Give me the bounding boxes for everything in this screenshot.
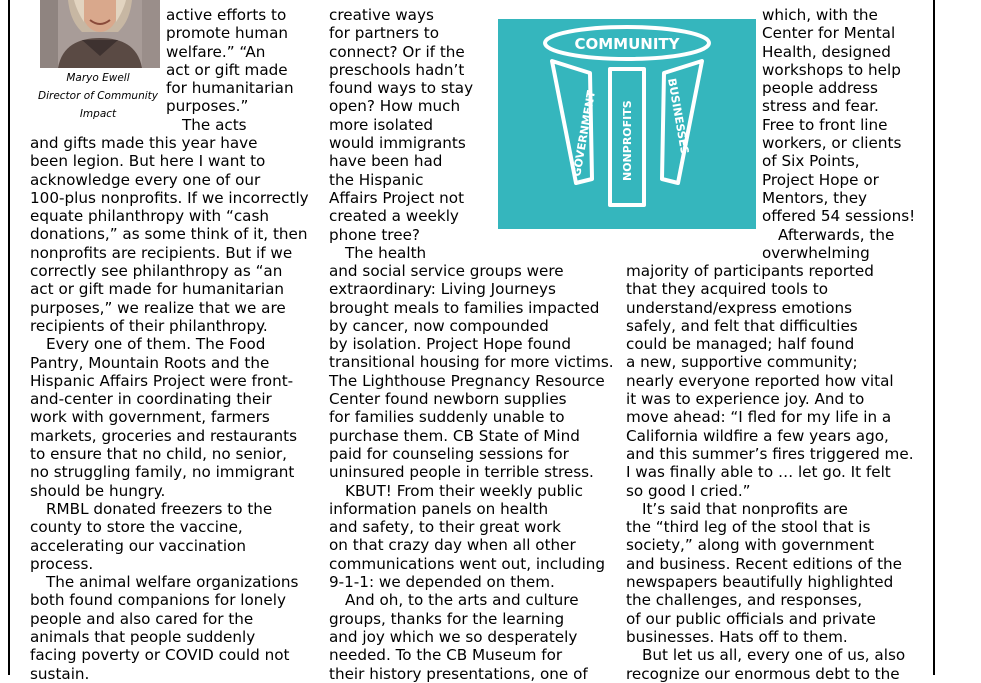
text-line: The acts (182, 115, 247, 134)
text-line: would immigrants (329, 134, 466, 153)
text-line: majority of participants reported (626, 262, 874, 280)
text-line: groups, thanks for the learning (329, 609, 565, 628)
text-line: animals that people suddenly (30, 628, 256, 647)
caption-title-2: Impact (79, 108, 117, 120)
text-line: stress and fear. (762, 97, 879, 116)
text-line: and joy which we so desperately (329, 627, 578, 646)
text-line: both found companions for lonely (30, 591, 286, 610)
text-line: Mentors, they (762, 188, 868, 207)
column-2 (329, 262, 614, 683)
text-line: information panels on health (329, 499, 549, 518)
text-line: understand/express emotions (626, 298, 853, 317)
column-1 (30, 134, 309, 683)
text-line: it was to experience joy. And to (626, 390, 865, 409)
text-line: by isolation. Project Hope found (329, 335, 571, 354)
text-line: created a weekly (329, 207, 459, 226)
text-line: so good I cried.” (626, 481, 751, 500)
text-line: and gifts made this year have (30, 134, 258, 152)
text-line: act or gift made (166, 60, 288, 79)
text-line: equate philanthropy with “cash (30, 207, 270, 226)
text-line: offered 54 sessions! (762, 207, 916, 226)
text-line: uninsured people in terrible stress. (329, 463, 594, 482)
page-right-rule (933, 0, 935, 675)
text-line: Hispanic Affairs Project were front- (30, 371, 294, 390)
text-line: should be hungry. (30, 481, 166, 500)
text-line: nonprofits are recipients. But if we (30, 243, 293, 262)
text-line: But let us all, every one of us, also (642, 646, 906, 665)
text-line: by cancer, now compounded (329, 316, 549, 335)
text-line: county to store the vaccine, (30, 518, 243, 537)
text-line: move ahead: “I fled for my life in a (626, 408, 892, 427)
text-line: needed. To the CB Museum for (329, 646, 563, 665)
text-line: 100-plus nonprofits. If we incorrectly (30, 188, 309, 207)
text-line: brought meals to families impacted (329, 298, 600, 317)
text-line: could be managed; half found (626, 335, 855, 354)
text-line: purchase them. CB State of Mind (329, 426, 580, 445)
text-line: donations,” as some think of it, then (30, 225, 308, 244)
text-line: no struggling family, no immigrant (30, 463, 295, 482)
text-line: purposes,” we realize that we are (30, 298, 286, 317)
text-line: The animal welfare organizations (46, 573, 299, 592)
text-line: preschools hadn’t (329, 60, 465, 79)
text-line: businesses. Hats off to them. (626, 627, 848, 646)
text-line: phone tree? (329, 225, 420, 244)
text-line: sustain. (30, 664, 90, 683)
text-line: recognize our enormous debt to the (626, 664, 900, 683)
text-line: Afterwards, the (778, 225, 895, 244)
text-line: workshops to help (762, 60, 901, 79)
text-line: people address (762, 79, 878, 98)
text-line: correctly see philanthropy as “an (30, 262, 283, 281)
text-line: society,” along with government (626, 536, 875, 555)
column-3-top (762, 6, 915, 262)
text-line: Center for Mental (762, 24, 896, 43)
community-stool-logo (498, 19, 756, 229)
text-line: Project Hope or (762, 170, 879, 189)
text-line: promote human (166, 24, 289, 43)
text-line: creative ways (329, 6, 434, 24)
text-line: nearly everyone reported how vital (626, 371, 894, 390)
column-3 (626, 262, 914, 683)
text-line: more isolated (329, 115, 434, 134)
text-line: And oh, to the arts and culture (345, 591, 579, 610)
text-line: Pantry, Mountain Roots and the (30, 353, 270, 372)
text-line: and business. Recent editions of the (626, 554, 902, 573)
text-line: recipients of their philanthropy. (30, 316, 268, 335)
text-line: active efforts to (166, 6, 287, 24)
text-line: connect? Or if the (329, 42, 465, 61)
text-line: and social service groups were (329, 262, 564, 280)
text-line: purposes.” (166, 97, 249, 116)
text-line: overwhelming (762, 243, 870, 262)
logo-label-businesses: BUSINESSES (665, 77, 692, 156)
text-line: for humanitarian (166, 79, 294, 98)
text-line: accelerating our vaccination (30, 536, 246, 555)
text-line: of Six Points, (762, 152, 860, 171)
text-line: markets, groceries and restaurants (30, 426, 298, 445)
text-line: welfare.” “An (166, 42, 266, 61)
text-line: the challenges, and responses, (626, 591, 863, 610)
text-line: that they acquired tools to (626, 280, 829, 299)
text-line: Free to front line (762, 115, 888, 134)
text-line: and safety, to their great work (329, 518, 561, 537)
text-line: It’s said that nonprofits are (642, 499, 848, 518)
text-line: 9-1-1: we depended on them. (329, 573, 555, 592)
text-line: which, with the (762, 6, 878, 24)
text-line: The Lighthouse Pregnancy Resource (329, 371, 605, 390)
caption-title-1: Director of Community (38, 90, 158, 102)
logo-label-nonprofits: NONPROFITS (621, 100, 634, 181)
text-line: of our public officials and private (626, 609, 876, 628)
text-line: work with government, farmers (30, 408, 270, 427)
text-line: facing poverty or COVID could not (30, 646, 290, 665)
logo-label-community: COMMUNITY (574, 35, 680, 53)
column-1-top (166, 6, 294, 134)
logo-label-government: GOVERNMENT (570, 89, 599, 178)
text-line: to ensure that no child, no senior, (30, 445, 288, 464)
text-line: transitional housing for more victims. (329, 353, 614, 372)
text-line: extraordinary: Living Journeys (329, 280, 556, 299)
text-line: newspapers beautifully highlighted (626, 573, 894, 592)
author-photo (40, 0, 160, 68)
text-line: their history presentations, one of (329, 664, 588, 683)
text-line: communications went out, including (329, 554, 606, 573)
column-2-top (329, 6, 473, 262)
text-line: acknowledge every one of our (30, 170, 261, 189)
text-line: process. (30, 554, 94, 573)
text-line: found ways to stay (329, 79, 474, 98)
text-line: act or gift made for humanitarian (30, 280, 285, 299)
text-line: California wildfire a few years ago, (626, 426, 889, 445)
text-line: and-center in coordinating their (30, 390, 272, 409)
text-line: RMBL donated freezers to the (46, 499, 273, 518)
photo-caption (28, 69, 168, 123)
text-line: the “third leg of the stool that is (626, 518, 871, 537)
text-line: KBUT! From their weekly public (345, 481, 583, 500)
text-line: the Hispanic (329, 170, 424, 189)
text-line: on that crazy day when all other (329, 536, 576, 555)
text-line: I was finally able to … let go. It felt (626, 463, 891, 482)
text-line: and this summer’s fires triggered me. (626, 444, 914, 463)
text-line: Health, designed (762, 42, 891, 61)
text-line: open? How much (329, 97, 461, 116)
caption-name: Maryo Ewell (66, 72, 130, 84)
text-line: Affairs Project not (329, 188, 465, 207)
text-line: a new, supportive community; (626, 353, 858, 372)
text-line: paid for counseling sessions for (329, 444, 569, 463)
text-line: workers, or clients (762, 134, 902, 153)
text-line: The health (345, 243, 427, 262)
text-line: people and also cared for the (30, 609, 254, 628)
text-line: for families suddenly unable to (329, 408, 565, 427)
text-line: been legion. But here I want to (30, 152, 266, 171)
text-line: Every one of them. The Food (46, 335, 266, 354)
text-line: Center found newborn supplies (329, 390, 567, 409)
text-line: for partners to (329, 24, 440, 43)
text-line: have been had (329, 152, 443, 171)
text-line: safely, and felt that difficulties (626, 316, 858, 335)
page-left-rule (8, 0, 10, 675)
